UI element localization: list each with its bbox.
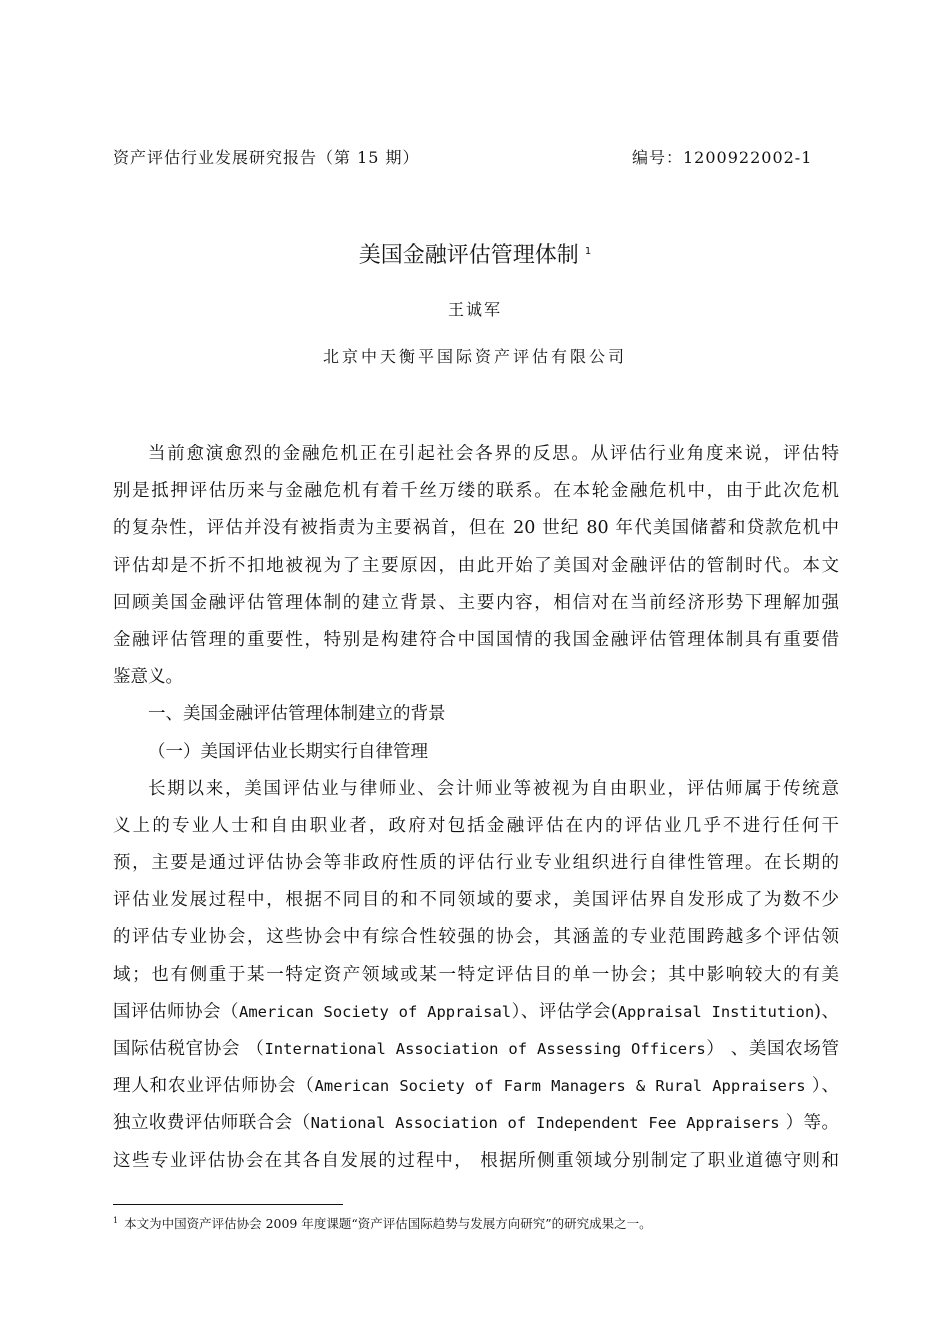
text-fragment: 理人和农业评估师协会（ [113,1076,315,1097]
paragraph-line [113,994,839,1031]
report-series-header: 资产评估行业发展研究报告（第 15 期） [113,148,420,167]
footnote [113,1214,652,1232]
paragraph-line: 评估业发展过程中，根据不同目的和不同领域的要求，美国评估界自发形成了为数不少 [113,890,839,911]
paragraph-line: 回顾美国金融评估管理体制的建立背景、主要内容，相信对在当前经济形势下理解加强 [113,592,839,613]
paragraph-line [113,1031,839,1068]
paragraph-line: 这些专业评估协会在其各自发展的过程中， 根据所侧重领域分别制定了职业道德守则和 [113,1150,839,1171]
organization-name-en: National Association of Independent Fee Appraisers [310,1114,780,1133]
organization-name-en: American Society of Appraisal [239,1002,512,1021]
author-name: 王诚军 [447,300,502,319]
paragraph-line: 别是抵押评估历来与金融危机有着千丝万缕的联系。在本轮金融危机中，由于此次危机 [113,481,839,502]
organization-name-en: Appraisal Institution [617,1002,815,1021]
text-fragment: ）、 [805,1076,839,1097]
title-text: 美国金融评估管理体制 [358,243,579,268]
paragraph-line: 域；也有侧重于某一特定资产领域或某一特定评估目的单一协会；其中影响较大的有美 [113,964,839,985]
paragraph-line: 金融评估管理的重要性，特别是构建符合中国国情的我国金融评估管理体制具有重要借 [113,629,839,650]
text-fragment: 独立收费评估师联合会（ [113,1113,311,1134]
paragraph-line: 长期以来，美国评估业与律师业、会计师业等被视为自由职业，评估师属于传统意 [148,778,839,799]
organization-name-en: American Society of Farm Managers & Rural Appraisers [314,1077,806,1096]
text-fragment: )、 [814,1001,839,1022]
document-title [0,238,950,269]
organization-name-en: International Association of Assessing Officers [264,1040,706,1058]
document-body [113,436,839,1180]
paragraph-line [113,1105,839,1142]
section-heading: 一、美国金融评估管理体制建立的背景 [148,704,446,725]
footnote-separator [113,1204,343,1205]
paragraph-line: 当前愈演愈烈的金融危机正在引起社会各界的反思。从评估行业角度来说，评估特 [148,444,839,464]
paragraph-line: 的复杂性，评估并没有被指责为主要祸首，但在 20 世纪 80 年代美国储蓄和贷款危机中 [113,518,839,539]
title-footnote-mark: 1 [584,245,592,257]
text-fragment: 国际估税官协会 （ [113,1039,265,1059]
paragraph-line: 预，主要是通过评估协会等非政府性质的评估行业专业组织进行自律性管理。在长期的 [113,853,839,874]
footnote-mark: 1 [113,1215,119,1225]
subsection-heading: （一）美国评估业长期实行自律管理 [148,741,428,762]
text-fragment: 国评估师协会（ [113,1001,239,1022]
paragraph-line: 义上的专业人士和自由职业者，政府对包括金融评估在内的评估业几乎不进行任何干 [113,815,839,836]
text-fragment: ）等。 [779,1113,839,1134]
paragraph-line [113,1068,839,1105]
text-fragment: ） 、美国农场管 [705,1039,839,1059]
text-fragment: ）、评估学会( [511,1001,618,1022]
paragraph-line: 评估却是不折不扣地被视为了主要原因，由此开始了美国对金融评估的管制时代。本文 [113,555,839,576]
footnote-text: 本文为中国资产评估协会 2009 年度课题“资产评估国际趋势与发展方向研究”的研究成果之一。 [124,1216,652,1231]
author-organization: 北京中天衡平国际资产评估有限公司 [322,347,627,366]
paragraph-line: 鉴意义。 [113,667,183,688]
report-number: 编号：1200922002-1 [632,148,813,167]
paragraph-line: 的评估专业协会，这些协会中有综合性较强的协会，其涵盖的专业范围跨越多个评估领 [113,927,839,948]
